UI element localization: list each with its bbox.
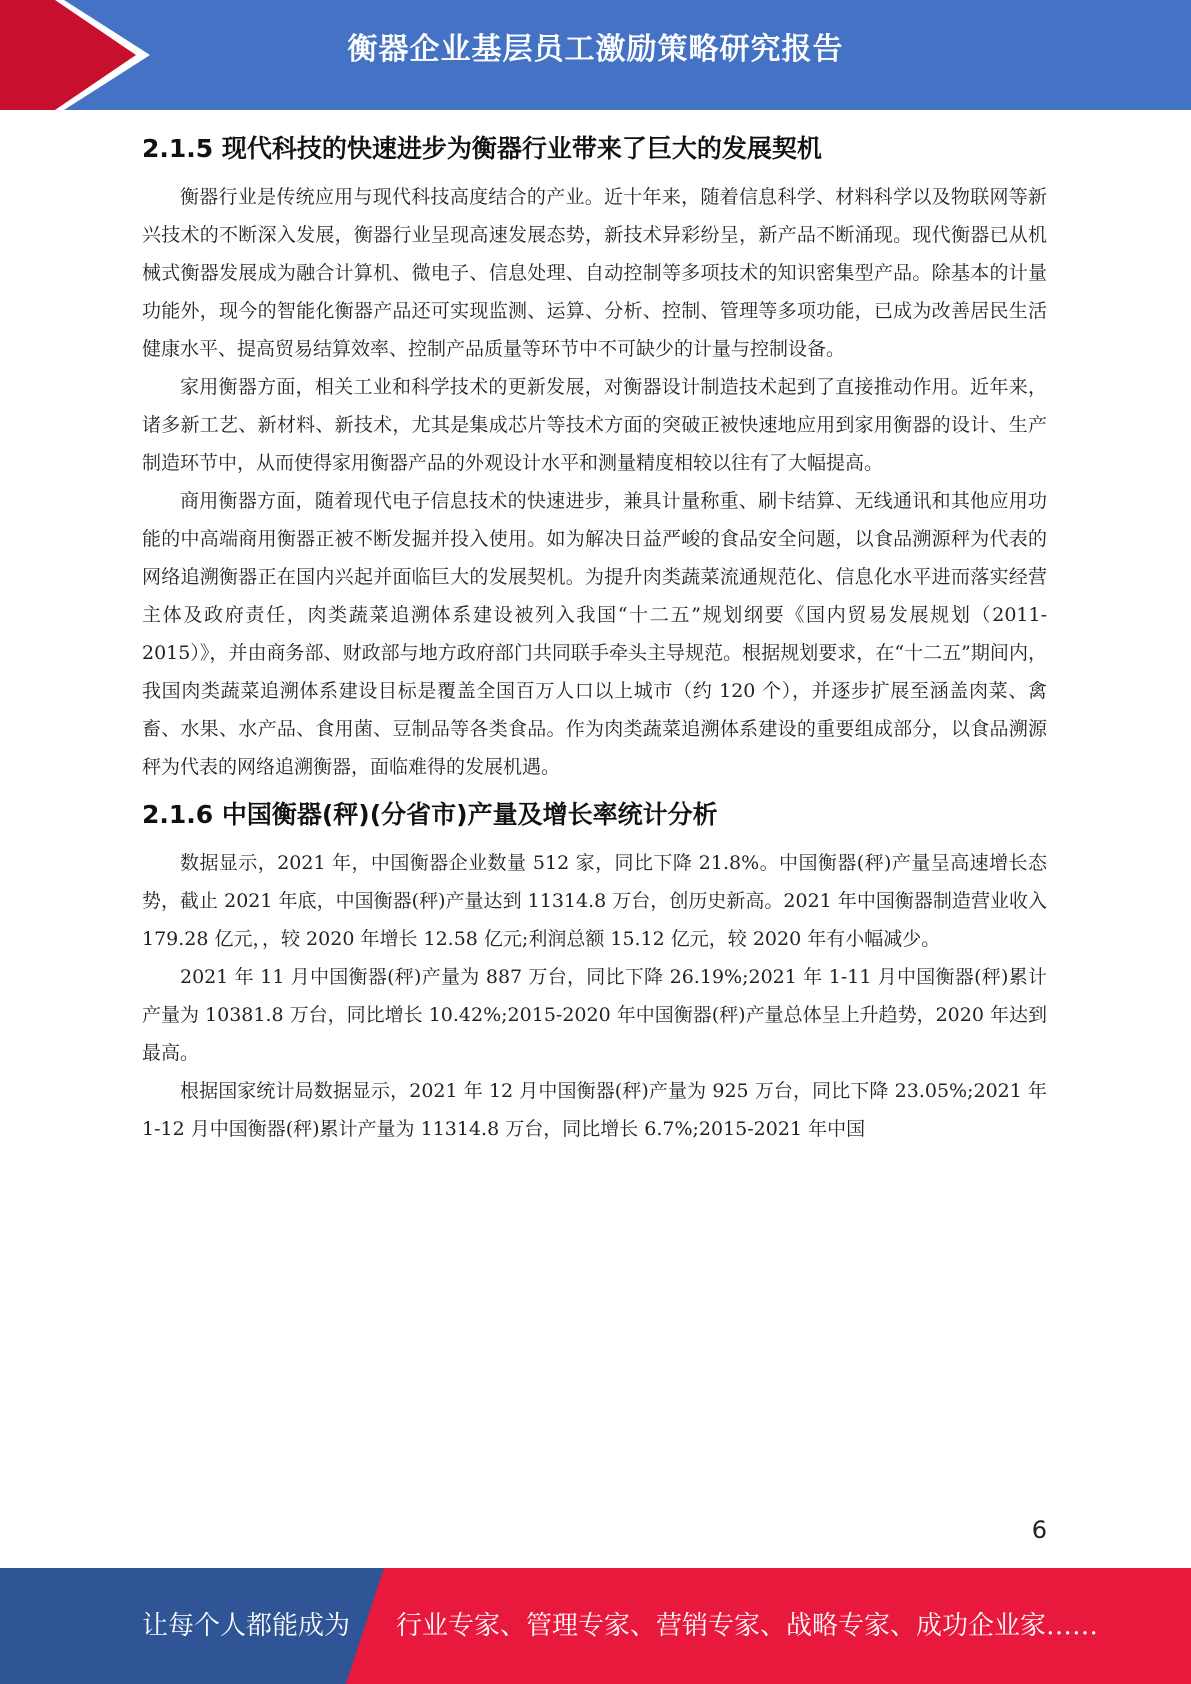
page-number: 6 [1031,1516,1047,1544]
footer-slogan-left: 让每个人都能成为 [142,1611,351,1641]
report-title: 衡器企业基层员工激励策略研究报告 [347,32,844,67]
page-header [0,0,1191,110]
paragraph: 衡器行业是传统应用与现代科技高度结合的产业。近十年来，随着信息科学、材料科学以及物联网等新兴技术的不断深入发展，衡器行业呈现高速发展态势，新技术异彩纷呈，新产品不断涌现。现代衡器已从机械式衡器发展成为融合计算机、微电子、信息处理、自动控制等多项技术的知识密集型产品。除基本的计量功能外，现今的智能化衡器产品还可实现监测、运算、分析、控制、管理等多项功能，已成为改善居民生活健康水平、提高贸易结算效率、控制产品质量等环节中不可缺少的计量与控制设备。 [142,186,1047,360]
paragraph: 根据国家统计局数据显示，2021 年 12 月中国衡器(秤)产量为 925 万台，同比下降 23.05%;2021 年 1-12 月中国衡器(秤)累计产量为 11314.8 万台，同比增长 6.7%;2015-2021 年中国 [142,1080,1047,1140]
section-heading-2-1-6: 2.1.6 中国衡器(秤)(分省市)产量及增长率统计分析 [142,800,718,829]
section-heading-2-1-5: 2.1.5 现代科技的快速进步为衡器行业带来了巨大的发展契机 [142,134,822,163]
document-body [142,120,1047,1148]
paragraph: 数据显示，2021 年，中国衡器企业数量 512 家，同比下降 21.8%。中国衡器(秤)产量呈高速增长态势，截止 2021 年底，中国衡器(秤)产量达到 11314.8 万台，创历史新高。2021 年中国衡器制造营业收入 179.28 亿元，，较 2020 年增长 12.58 亿元;利润总额 15.12 亿元，较 2020 年有小幅减少。 [142,852,1047,950]
paragraph: 商用衡器方面，随着现代电子信息技术的快速进步，兼具计量称重、刷卡结算、无线通讯和其他应用功能的中高端商用衡器正被不断发掘并投入使用。如为解决日益严峻的食品安全问题，以食品溯源秤为代表的网络追溯衡器正在国内兴起并面临巨大的发展契机。为提升肉类蔬菜流通规范化、信息化水平进而落实经营主体及政府责任，肉类蔬菜追溯体系建设被列入我国“十二五”规划纲要《国内贸易发展规划（2011-2015）》，并由商务部、财政部与地方政府部门共同联手牵头主导规范。根据规划要求，在“十二五”期间内，我国肉类蔬菜追溯体系建设目标是覆盖全国百万人口以上城市（约 120 个），并逐步扩展至涵盖肉菜、禽畜、水果、水产品、食用菌、豆制品等各类食品。作为肉类蔬菜追溯体系建设的重要组成部分，以食品溯源秤为代表的网络追溯衡器，面临难得的发展机遇。 [142,490,1047,778]
paragraph: 家用衡器方面，相关工业和科学技术的更新发展，对衡器设计制造技术起到了直接推动作用。近年来，诸多新工艺、新材料、新技术，尤其是集成芯片等技术方面的突破正被快速地应用到家用衡器的设计、生产制造环节中，从而使得家用衡器产品的外观设计水平和测量精度相较以往有了大幅提高。 [142,376,1047,474]
page-footer [0,1568,1191,1684]
paragraph: 2021 年 11 月中国衡器(秤)产量为 887 万台，同比下降 26.19%;2021 年 1-11 月中国衡器(秤)累计产量为 10381.8 万台，同比增长 10.42%;2015-2020 年中国衡器(秤)产量总体呈上升趋势，2020 年达到最高。 [142,966,1047,1064]
header-arrow-icon [0,0,150,110]
footer-slogan-right: 行业专家、管理专家、营销专家、战略专家、成功企业家…… [396,1611,1099,1641]
